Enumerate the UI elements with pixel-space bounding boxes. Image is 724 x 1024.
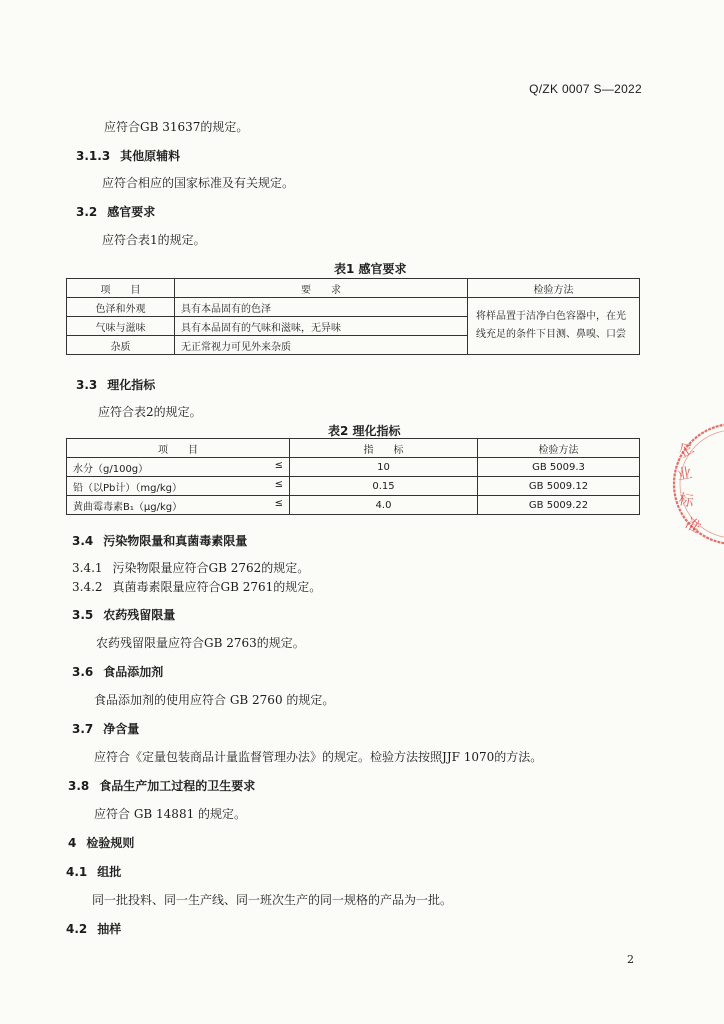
table-cell — [67, 458, 290, 477]
paragraph-3-4-2 — [72, 578, 321, 595]
table-cell: GB 5009.3 — [478, 458, 640, 477]
table-cell: 具有本品固有的气味和滋味，无异味 — [175, 317, 468, 336]
section-title: 其他原辅料 — [120, 149, 181, 163]
section-number: 3.2 — [76, 205, 98, 219]
section-title: 感官要求 — [107, 205, 156, 219]
table-header-row — [67, 439, 640, 458]
table-cell: 色泽和外观 — [67, 298, 175, 317]
column-header: 检验方法 — [468, 279, 640, 298]
item-label: 铅（以Pb计）（mg/kg） — [73, 482, 182, 494]
table-row — [67, 477, 640, 496]
section-title: 组批 — [97, 865, 122, 879]
paragraph: 应符合 GB 14881 的规定。 — [94, 807, 247, 821]
section-title: 食品添加剂 — [103, 665, 164, 679]
svg-text:企: 企 — [675, 438, 698, 462]
table-cell: 气味与滋味 — [67, 317, 175, 336]
column-header: 项 目 — [67, 439, 290, 458]
section-number: 3.4.1 — [72, 561, 103, 575]
section-heading-3-5 — [72, 606, 175, 623]
section-heading-3-1-3 — [76, 147, 180, 164]
paragraph: 应符合表1的规定。 — [102, 233, 206, 247]
table-cell — [67, 496, 290, 515]
section-number: 3.3 — [76, 378, 98, 392]
section-number: 4 — [68, 836, 77, 850]
paragraph: 应符合相应的国家标准及有关规定。 — [102, 176, 295, 190]
paragraph: 应符合GB 31637的规定。 — [104, 120, 249, 134]
table-header-row — [67, 279, 640, 298]
section-title: 理化指标 — [107, 378, 156, 392]
page-number: 2 — [627, 953, 634, 966]
table1-caption: 表1 感官要求 — [334, 262, 407, 276]
svg-text:标: 标 — [677, 490, 696, 511]
operator: ≤ — [274, 459, 283, 471]
section-heading-4-1 — [66, 863, 121, 880]
paragraph-text: 污染物限量应符合GB 2762的规定。 — [112, 561, 310, 575]
operator: ≤ — [274, 497, 283, 509]
sensory-table — [66, 278, 640, 355]
column-header: 项 目 — [67, 279, 175, 298]
table-row — [67, 496, 640, 515]
company-seal — [668, 418, 724, 550]
item-label: 黄曲霉毒素B₁（μg/kg） — [73, 501, 183, 513]
table-cell: 无正常视力可见外来杂质 — [175, 336, 468, 355]
table-cell: 具有本品固有的色泽 — [175, 298, 468, 317]
paragraph: 应符合表2的规定。 — [98, 405, 202, 419]
section-number: 3.4.2 — [72, 580, 103, 594]
paragraph-text: 真菌毒素限量应符合GB 2761的规定。 — [112, 580, 322, 594]
section-number: 3.6 — [72, 665, 94, 679]
item-label: 水分（g/100g） — [73, 463, 149, 475]
operator: ≤ — [274, 478, 283, 490]
table-cell: 10 — [290, 458, 478, 477]
section-heading-3-7 — [72, 720, 139, 737]
section-heading-4-2 — [66, 920, 121, 937]
section-number: 4.1 — [66, 865, 88, 879]
column-header: 指 标 — [290, 439, 478, 458]
section-number: 3.8 — [68, 779, 90, 793]
paragraph: 农药残留限量应符合GB 2763的规定。 — [96, 636, 305, 650]
table-cell: GB 5009.22 — [478, 496, 640, 515]
section-number: 4.2 — [66, 922, 88, 936]
section-number: 3.7 — [72, 722, 94, 736]
section-title: 抽样 — [97, 922, 122, 936]
section-title: 净含量 — [103, 722, 140, 736]
section-heading-4 — [68, 834, 134, 851]
table-row — [67, 298, 640, 317]
section-heading-3-6 — [72, 663, 163, 680]
section-number: 3.5 — [72, 608, 94, 622]
section-heading-3-8 — [68, 777, 255, 794]
table-row — [67, 458, 640, 477]
table-cell: 4.0 — [290, 496, 478, 515]
table-cell — [67, 477, 290, 496]
section-title: 检验规则 — [86, 836, 135, 850]
paragraph: 同一批投料、同一生产线、同一班次生产的同一规格的产品为一批。 — [92, 893, 453, 907]
section-number: 3.4 — [72, 534, 94, 548]
column-header: 检验方法 — [478, 439, 640, 458]
table-cell: 0.15 — [290, 477, 478, 496]
section-heading-3-4 — [72, 532, 247, 549]
table-cell: 杂质 — [67, 336, 175, 355]
method-cell: 将样品置于洁净白色容器中，在光线充足的条件下目测、鼻嗅、口尝 — [468, 298, 640, 355]
paragraph-3-4-1 — [72, 559, 309, 576]
section-heading-3-3 — [76, 376, 155, 393]
svg-text:业: 业 — [675, 463, 694, 484]
svg-text:准: 准 — [682, 513, 705, 537]
table2-caption: 表2 理化指标 — [328, 424, 401, 438]
paragraph: 应符合《定量包装商品计量监督管理办法》的规定。检验方法按照JJF 1070的方法。 — [94, 750, 543, 764]
section-number: 3.1.3 — [76, 149, 111, 163]
physicochemical-table — [66, 438, 640, 515]
section-title: 污染物限量和真菌毒素限量 — [103, 534, 248, 548]
table-cell: GB 5009.12 — [478, 477, 640, 496]
section-title: 食品生产加工过程的卫生要求 — [99, 779, 256, 793]
section-title: 农药残留限量 — [103, 608, 176, 622]
column-header: 要 求 — [175, 279, 468, 298]
section-heading-3-2 — [76, 203, 155, 220]
standard-code: Q/ZK 0007 S—2022 — [529, 82, 642, 96]
paragraph: 食品添加剂的使用应符合 GB 2760 的规定。 — [94, 693, 335, 707]
